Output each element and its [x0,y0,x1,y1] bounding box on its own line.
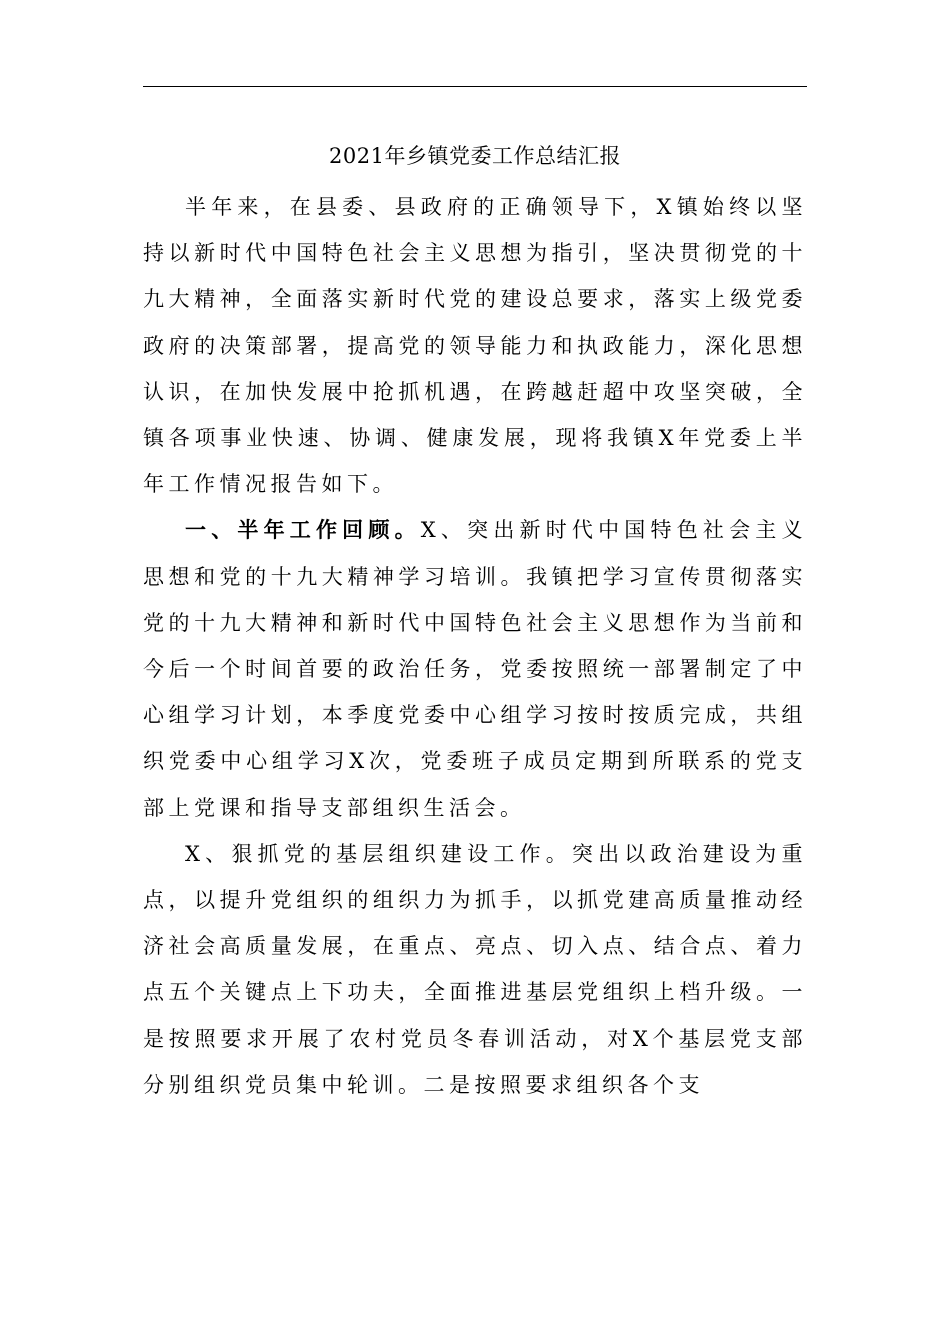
paragraph-intro-text: 半年来，在县委、县政府的正确领导下，X镇始终以坚持以新时代中国特色社会主义思想为指引，坚决贯彻党的十九大精神，全面落实新时代党的建设总要求，落实上级党委政府的决策部署，提高党的领导能力和执政能力，深化思想认识，在加快发展中抢抓机遇，在跨越赶超中攻坚突破，全镇各项事业快速、协调、健康发展，现将我镇X年党委上半年工作情况报告如下。 [143,195,807,497]
paragraph-organization [143,831,807,1108]
section-heading-review: 一、半年工作回顾。 [185,517,421,543]
document-title: 2021年乡镇党委工作总结汇报 [329,144,621,168]
paragraph-intro [143,184,807,507]
document-body [143,184,807,1108]
header-rule [143,86,807,87]
paragraph-review [143,507,807,830]
paragraph-review-text: X、突出新时代中国特色社会主义思想和党的十九大精神学习培训。我镇把学习宣传贯彻落实党的十九大精神和新时代中国特色社会主义思想作为当前和今后一个时间首要的政治任务，党委按照统一部署制定了中心组学习计划，本季度党委中心组学习按时按质完成，共组织党委中心组学习X次，党委班子成员定期到所联系的党支部上党课和指导支部组织生活会。 [143,518,807,820]
paragraph-organization-text: X、狠抓党的基层组织建设工作。突出以政治建设为重点，以提升党组织的组织力为抓手，以抓党建高质量推动经济社会高质量发展，在重点、亮点、切入点、结合点、着力点五个关键点上下功夫，全面推进基层党组织上档升级。一是按照要求开展了农村党员冬春训活动，对X个基层党支部分别组织党员集中轮训。二是按照要求组织各个支 [143,841,807,1097]
